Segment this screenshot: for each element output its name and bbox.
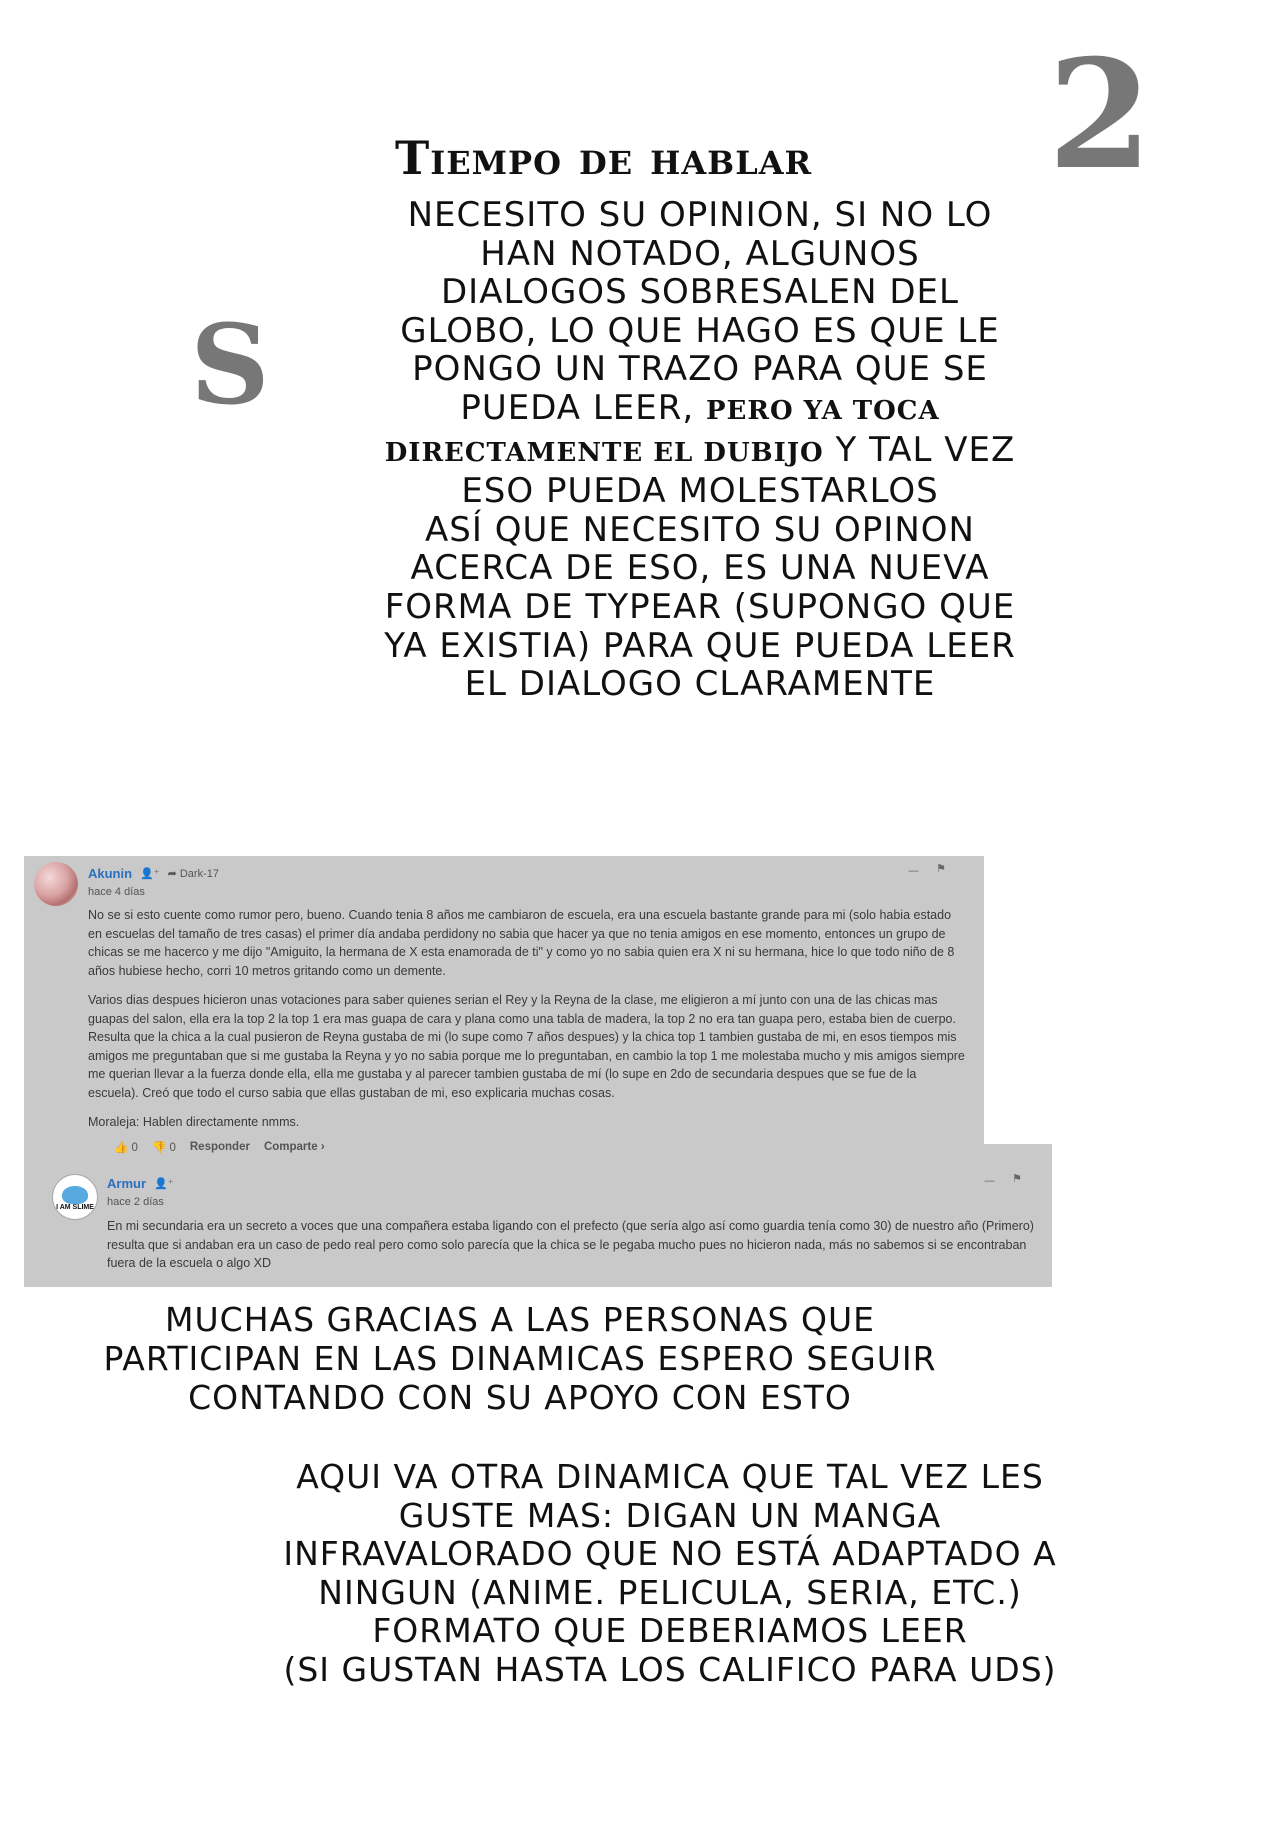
intro-line: FORMA DE TYPEAR (SUPONGO QUE xyxy=(384,586,1016,627)
comment-header xyxy=(88,866,219,881)
avatar[interactable] xyxy=(34,862,78,906)
dynamic-line: FORMATO QUE DEBERIAMOS LEER xyxy=(372,1611,968,1651)
thumbs-up-icon: 👍 xyxy=(114,1142,129,1154)
comment-time: hace 2 días xyxy=(107,1196,164,1208)
decor-letter: S xyxy=(190,300,270,429)
comment-paragraph: En mi secundaria era un secreto a voces que una compañera estaba ligando con el prefecto (que sería algo así como guardia tenía como 30) de nuestro año (Primero) resulta que si andaban era un caso de pedo real pero como solo parecía que la chica se le pegaba mucho pues no hicieron nada, más no sabemos si se encontraban fuera de la escuela o algo XD xyxy=(107,1219,1034,1270)
reply-to-user: Dark-17 xyxy=(179,868,219,880)
collapse-icon[interactable]: — xyxy=(984,1174,995,1187)
intro-line xyxy=(340,431,1060,473)
intro-line: PONGO UN TRAZO PARA QUE SE xyxy=(412,349,988,390)
thumbs-down-icon: 👎 xyxy=(151,1142,167,1154)
dynamic-line: AQUI VA OTRA DINAMICA QUE TAL VEZ LES xyxy=(296,1457,1044,1496)
dislike-button[interactable] xyxy=(152,1140,176,1154)
comment-paragraph: Varios dias despues hicieron unas votaciones para saber quienes serian el Rey y la Reyna de la clase, me eligieron a mí junto con una de las chicas mas guapas del salon, ella era la top 2 la top 1 era mas guapa de cara y plana como una tabla de madera, la top 2 no era tan guapa pero, estaba bien de cuerpo. Resulta que la chica a la cual pusieron de Reyna gustaba de mi (lo supe como 7 años despues) y la chica top 1 tambien gustaba de mi, en esos tiempos mis amigos me preguntaban que si me gustaba la Reyna y yo no sabia porque me lo preguntaban, en cambio la top 1 me molestaba mucho y mis amigos siempre me querian llevar a la fuerza donde ella, ella me gustaba y al parecer tambien gustaba de mí (lo supe en 2do de secundaria despues que se fue de la escuela). Creó que todo el curso sabia que ellas gustaban de mi, eso explicaria muchas cosas. xyxy=(88,993,965,1100)
intro-serif-insert: DIRECTAMENTE EL DUBIJO xyxy=(384,437,824,468)
comment-username[interactable]: Armur xyxy=(107,1176,147,1191)
dynamic-line: NINGUN (ANIME. PELICULA, SERIA, ETC.) xyxy=(318,1572,1022,1612)
comment-body xyxy=(88,906,968,1143)
intro-line: EL DIALOGO CLARAMENTE xyxy=(464,664,936,705)
avatar-text: I AM SLIME xyxy=(56,1204,94,1211)
share-button[interactable]: Comparte › xyxy=(263,1141,325,1153)
flag-icon[interactable]: ⚑ xyxy=(936,862,946,875)
intro-line: HAN NOTADO, ALGUNOS xyxy=(480,233,920,274)
reply-button[interactable]: Responder xyxy=(189,1141,250,1153)
reply-arrow-icon: ➦ xyxy=(167,868,177,880)
comment-paragraph: Moraleja: Hablen directamente nmms. xyxy=(88,1115,300,1129)
intro-line: GLOBO, LO QUE HAGO ES QUE LE xyxy=(400,310,1000,351)
comment-time: hace 4 días xyxy=(88,886,145,898)
comment-body xyxy=(107,1217,1037,1284)
intro-line: DIALOGOS SOBRESALEN DEL xyxy=(441,272,959,313)
thanks-line: PARTICIPAN EN LAS DINAMICAS ESPERO SEGUIR xyxy=(103,1339,937,1378)
follow-user-icon[interactable]: 👤⁺ xyxy=(154,1177,174,1190)
intro-line: ACERCA DE ESO, ES UNA NUEVA xyxy=(410,548,990,589)
like-count: 0 xyxy=(131,1142,138,1154)
reply-to[interactable] xyxy=(168,867,219,880)
intro-serif-insert: PERO YA TOCA xyxy=(706,395,940,426)
page-number: 2 xyxy=(1047,27,1153,203)
comment-actions xyxy=(114,1140,325,1154)
avatar[interactable] xyxy=(52,1174,98,1220)
dislike-count: 0 xyxy=(169,1142,176,1154)
intro-line: ESO PUEDA MOLESTARLOS xyxy=(461,471,939,512)
intro-line: ASÍ QUE NECESITO SU OPINON xyxy=(425,509,975,550)
follow-user-icon[interactable]: 👤⁺ xyxy=(140,867,160,880)
dynamic-line: (SI GUSTAN HASTA LOS CALIFICO PARA UDS) xyxy=(283,1649,1057,1689)
thanks-line: MUCHAS GRACIAS A LAS PERSONAS QUE xyxy=(165,1300,875,1339)
dynamic-line: INFRAVALORADO QUE NO ESTÁ ADAPTADO A xyxy=(283,1534,1057,1574)
intro-line xyxy=(340,389,1060,431)
comment-username[interactable]: Akunin xyxy=(88,866,133,881)
comment-header xyxy=(107,1176,174,1191)
collapse-icon[interactable]: — xyxy=(908,864,919,877)
page-title: Tiempo de hablar xyxy=(395,131,813,185)
like-button[interactable] xyxy=(114,1140,138,1154)
intro-line: NECESITO SU OPINION, SI NO LO xyxy=(407,195,993,235)
intro-line-part: PUEDA LEER, xyxy=(460,387,695,428)
slime-icon xyxy=(62,1186,88,1204)
thanks-line: CONTANDO CON SU APOYO CON ESTO xyxy=(188,1378,852,1417)
flag-icon[interactable]: ⚑ xyxy=(1012,1172,1022,1185)
intro-text xyxy=(340,196,1060,704)
dynamic-text xyxy=(220,1458,1120,1690)
intro-line: YA EXISTIA) PARA QUE PUEDA LEER xyxy=(384,625,1016,666)
comment-paragraph: No se si esto cuente como rumor pero, bueno. Cuando tenia 8 años me cambiaron de escuela, era una escuela bastante grande para mi (solo habia estado en escuelas del tamaño de tres casas) el primer día andaba perdidony no sabia que hacer ya que no tenia amigos en ese momento, entonces un grupo de chicas se me hacerco y me dijo "Amiguito, la hermana de X esta enamorada de ti" y como yo no sabia quien era X ni su hermana, hice lo que todo niño de 8 años hubiese hecho, corri 10 metros gritando como un demente. xyxy=(88,908,955,978)
thanks-text xyxy=(40,1300,1000,1417)
intro-line-part: Y TAL VEZ xyxy=(835,429,1016,470)
dynamic-line: GUSTE MAS: DIGAN UN MANGA xyxy=(398,1495,942,1535)
